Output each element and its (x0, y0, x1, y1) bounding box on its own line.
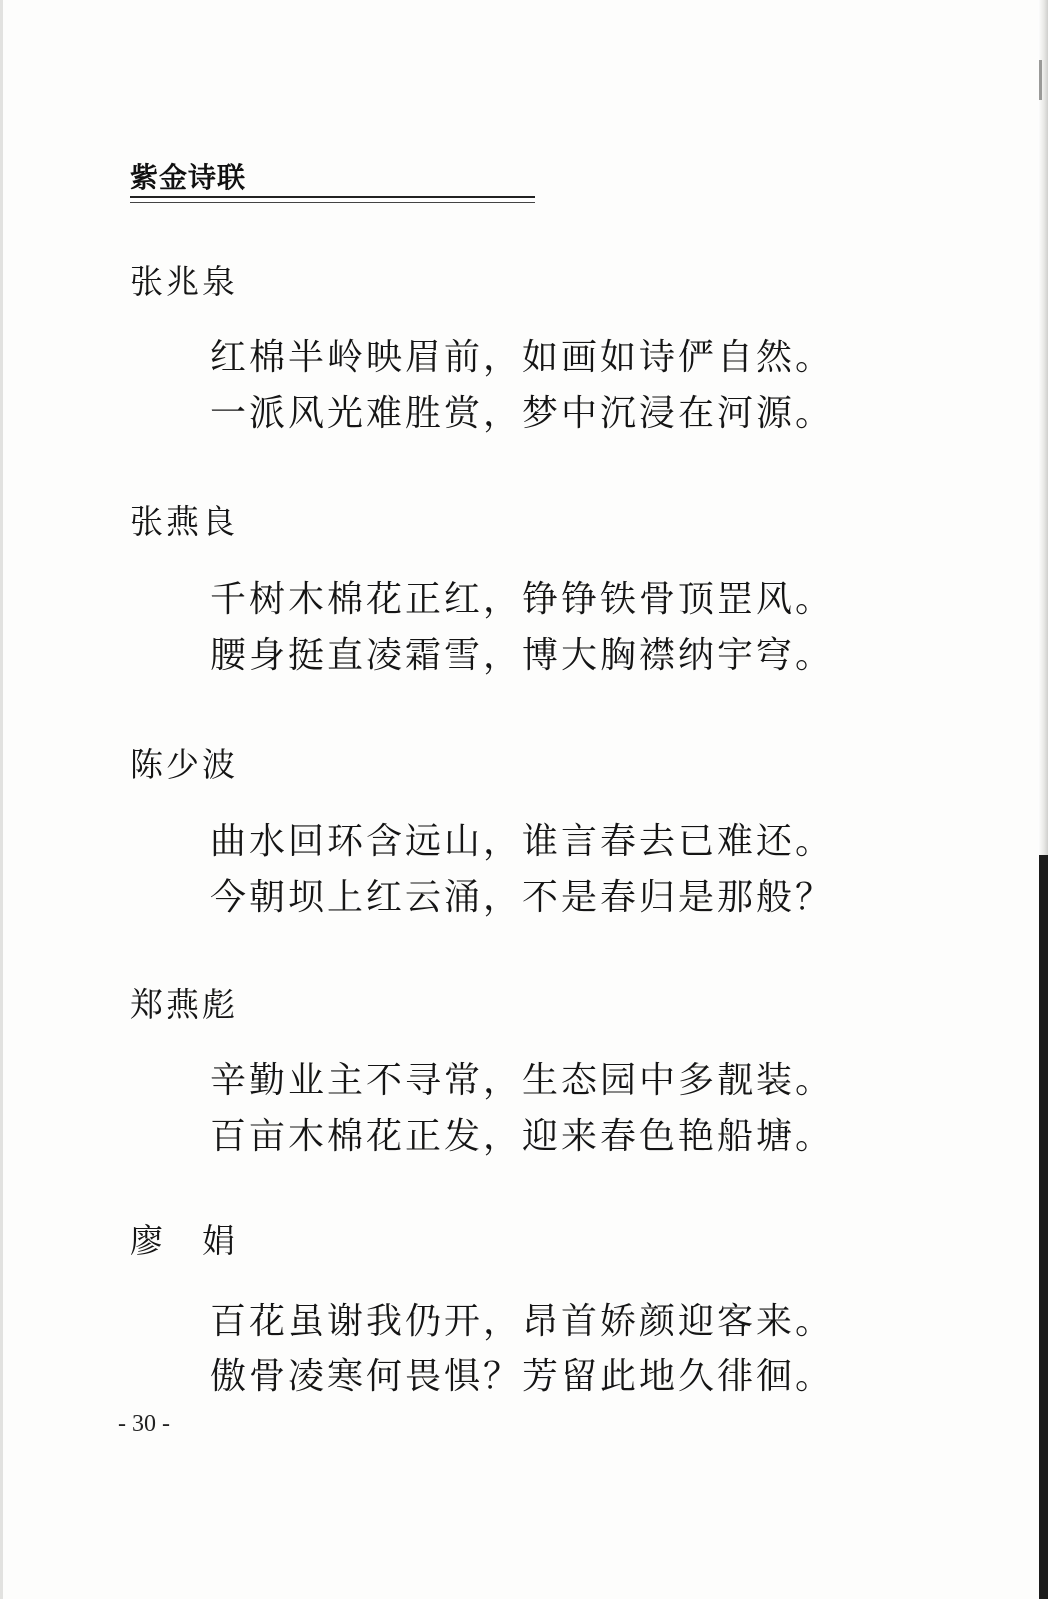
poem-line: 红棉半岭映眉前，如画如诗俨自然。 (210, 337, 835, 378)
poem-author: 郑燕彪 (130, 985, 238, 1024)
poem-author: 张兆泉 (130, 262, 238, 301)
poem-line: 曲水回环含远山，谁言春去已难还。 (210, 821, 835, 862)
page-number: - 30 - (118, 1411, 170, 1437)
running-header (130, 160, 535, 203)
poem-author: 张燕良 (130, 502, 238, 541)
poem-author: 廖 娟 (130, 1221, 238, 1260)
header-title: 紫金诗联 (130, 161, 247, 194)
scan-edge-shadow (1039, 855, 1048, 1599)
poem-author: 陈少波 (130, 745, 238, 784)
poem-line: 辛勤业主不寻常，生态园中多靓装。 (210, 1060, 835, 1101)
poem-line: 傲骨凌寒何畏惧？芳留此地久徘徊。 (210, 1356, 835, 1397)
poem-line: 腰身挺直凌霜雪，博大胸襟纳宇穹。 (210, 635, 835, 676)
poem-line: 千树木棉花正红，铮铮铁骨顶罡风。 (210, 579, 835, 620)
poem-line: 今朝坝上红云涌，不是春归是那般？ (210, 877, 835, 918)
poem-line: 百花虽谢我仍开，昂首娇颜迎客来。 (210, 1301, 835, 1342)
scan-edge-left (0, 0, 3, 1599)
header-rule (130, 196, 535, 203)
scan-edge-mark (1039, 60, 1042, 100)
poem-line: 百亩木棉花正发，迎来春色艳船塘。 (210, 1116, 835, 1157)
poem-line: 一派风光难胜赏，梦中沉浸在河源。 (210, 393, 835, 434)
